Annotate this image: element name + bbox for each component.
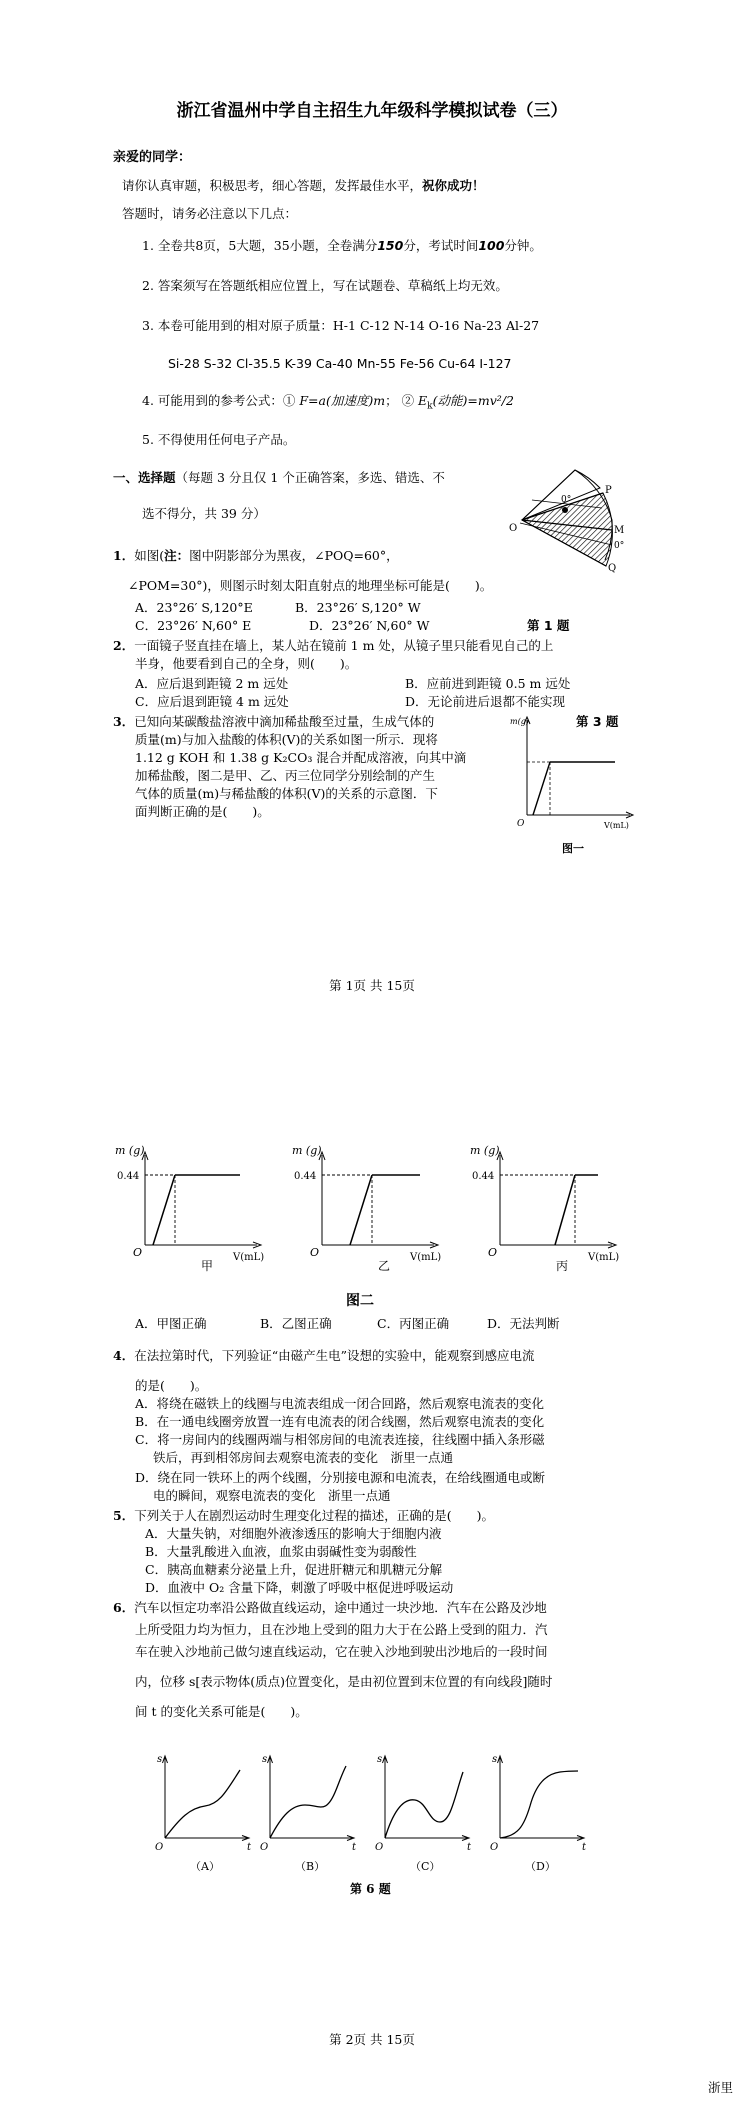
- q1-text-b: 图中阴影部分为黑夜，∠POQ=60°，: [189, 548, 399, 563]
- q6-a-curve: [165, 1770, 240, 1838]
- fig2-bing-y-tick: 0.44: [472, 1171, 495, 1182]
- section-1-title: 一、选择题: [113, 470, 176, 485]
- exam-time: 100: [478, 238, 505, 253]
- rule-4-a: 4. 可能用到的参考公式：①: [142, 393, 300, 408]
- page-1-footer: 第 1页 共 15页: [329, 978, 415, 993]
- fig2-yi-x-label: V(mL): [410, 1252, 442, 1263]
- q6-line-5: 间 t 的变化关系可能是( )。: [135, 1704, 308, 1719]
- fig2-yi-y-label: m (g): [292, 1144, 322, 1157]
- q6-graph-c: [375, 1754, 472, 1873]
- rule-4-b: ； ②: [385, 393, 419, 408]
- q1-text-a: 如图(: [134, 548, 165, 563]
- q4-option-c2: 铁后，再到相邻房间去观察电流表的变化 浙里一点通: [153, 1450, 454, 1465]
- fig2-bing-origin: O: [488, 1246, 498, 1259]
- q4-line-2: 的是( )。: [135, 1378, 208, 1393]
- q6-d-x-label: t: [582, 1842, 587, 1853]
- q6-line-4: 内，位移 s[表示物体(质点)位置变化，是由初位置到末位置的有向线段]随时: [135, 1674, 553, 1689]
- q3-option-a: A．甲图正确: [135, 1316, 207, 1331]
- rule-3b: Si-28 S-32 Cl-35.5 K-39 Ca-40 Mn-55 Fe-56 Cu-64 I-127: [168, 356, 512, 371]
- page-title: 浙江省温州中学自主招生九年级科学模拟试卷（三）: [176, 101, 568, 121]
- q6-graph-b: [260, 1754, 357, 1873]
- rule-5: 5. 不得使用任何电子产品。: [142, 432, 296, 447]
- q4-text-a: 在法拉第时代，下列验证“由磁产生电”设想的实验中，能观察到感应电流: [134, 1348, 535, 1363]
- q2-number: 2．: [113, 638, 135, 653]
- fig2-bing-y-label: m (g): [470, 1144, 500, 1157]
- q3-line-2: 质量(m)与加入盐酸的体积(V)的关系如图一所示．现将: [135, 732, 438, 747]
- q1-note-label: 注：: [164, 548, 190, 563]
- q3-text-1: 已知向某碳酸盐溶液中滴加稀盐酸至过量，生成气体的: [134, 714, 435, 729]
- q6-c-x-label: t: [467, 1842, 472, 1853]
- q3-fig1-origin: O: [517, 819, 525, 829]
- rule-1-a: 1. 全卷共8页，5大题，35小题，全卷满分: [142, 238, 378, 253]
- q6-a-origin: O: [155, 1842, 164, 1853]
- q1-option-c: C．23°26′ N,60° E: [135, 618, 252, 633]
- section-1-desc-b: 选不得分，共 39 分）: [142, 506, 266, 521]
- page-2-footer: 第 2页 共 15页: [329, 2032, 415, 2047]
- rule-1-c: 分钟。: [504, 238, 542, 253]
- q2-text-a: 一面镜子竖直挂在墙上，某人站在镜前 1 m 处，从镜子里只能看见自己的上: [134, 638, 554, 653]
- q1-line-2: ∠POM=30°)，则图示时刻太阳直射点的地理坐标可能是( )。: [128, 578, 493, 593]
- q3-fig1-y-label: m(g): [510, 717, 529, 726]
- q3-line-3: 1.12 g KOH 和 1.38 g K₂CO₃ 混合并配成溶液，向其中滴: [135, 750, 467, 765]
- intro-bold: 祝你成功！: [422, 178, 485, 193]
- q3-figure-title: 第 3 题: [576, 714, 619, 729]
- q2-option-c: C．应后退到距镜 4 m 远处: [135, 694, 289, 709]
- fig2-bing-name: 丙: [556, 1259, 569, 1273]
- corner-mark: 浙里: [708, 2080, 734, 2095]
- q2-option-d: D．无论前进后退都不能实现: [405, 694, 566, 709]
- fig2-bing-x-label: V(mL): [588, 1252, 620, 1263]
- q6-a-y-label: s: [157, 1754, 163, 1765]
- q3-number: 3．: [113, 714, 135, 729]
- q5-option-c: C．胰高血糖素分泌量上升，促进肝糖元和肌糖元分解: [145, 1562, 443, 1577]
- q5-text: 下列关于人在剧烈运动时生理变化过程的描述，正确的是( )。: [134, 1508, 494, 1523]
- q5-number: 5．: [113, 1508, 135, 1523]
- q6-b-origin: O: [260, 1842, 269, 1853]
- q4-number: 4．: [113, 1348, 135, 1363]
- fig2-jia-name: 甲: [201, 1259, 214, 1273]
- fig2-yi-name: 乙: [378, 1259, 391, 1273]
- q6-b-caption: （B）: [295, 1860, 326, 1873]
- q6-d-y-label: s: [492, 1754, 498, 1765]
- q2-option-b: B．应前进到距镜 0.5 m 远处: [405, 676, 571, 691]
- q1-label-m: M: [614, 525, 625, 536]
- q6-d-curve: [500, 1771, 578, 1838]
- fig2-jia-y-label: m (g): [115, 1144, 145, 1157]
- fig2-jia-origin: O: [133, 1246, 143, 1259]
- fig2-jia-x-label: V(mL): [233, 1252, 265, 1263]
- q2-option-a: A．应后退到距镜 2 m 远处: [135, 676, 289, 691]
- fig2-jia-y-tick: 0.44: [117, 1171, 140, 1182]
- q4-option-a: A．将绕在磁铁上的线圈与电流表组成一闭合回路，然后观察电流表的变化: [135, 1396, 545, 1411]
- rule-1-b: 分，考试时间: [403, 238, 479, 253]
- formula-energy-sub: k: [427, 401, 433, 412]
- q1-number: 1．: [113, 548, 135, 563]
- q1-label-p: P: [605, 485, 612, 496]
- fig2-caption: 图二: [346, 1293, 374, 1309]
- q6-graph-d: [490, 1754, 587, 1873]
- formula-energy-rest: (动能)=mv²/2: [432, 393, 514, 408]
- q4-option-c1: C．将一房间内的线圈两端与相邻房间的电流表连接，往线圈中插入条形磁: [135, 1432, 545, 1447]
- q6-figure-caption: 第 6 题: [350, 1882, 391, 1896]
- q1-label-o: O: [509, 523, 518, 534]
- q6-d-origin: O: [490, 1842, 499, 1853]
- q3-fig1-caption: 图一: [562, 842, 584, 855]
- q3-option-c: C．丙图正确: [377, 1316, 450, 1331]
- fig2-yi-origin: O: [310, 1246, 320, 1259]
- q3-option-d: D．无法判断: [487, 1316, 560, 1331]
- q6-a-x-label: t: [247, 1842, 252, 1853]
- q6-d-caption: （D）: [525, 1860, 556, 1873]
- notice-line: 答题时，请务必注意以下几点：: [122, 206, 298, 221]
- fig2-yi-y-tick: 0.44: [294, 1171, 317, 1182]
- q6-line-2: 上所受阻力均为恒力，且在沙地上受到的阻力大于在公路上受到的阻力．汽: [135, 1622, 548, 1637]
- q1-option-b: B．23°26′ S,120° W: [295, 600, 421, 615]
- q1-label-q: Q: [608, 563, 617, 574]
- q6-b-x-label: t: [352, 1842, 357, 1853]
- q6-number: 6．: [113, 1600, 135, 1615]
- q6-graph-a: [155, 1754, 252, 1873]
- q4-option-b: B．在一通电线圈旁放置一连有电流表的闭合线圈，然后观察电流表的变化: [135, 1414, 545, 1429]
- q3-line-6: 面判断正确的是( )。: [135, 804, 270, 819]
- formula-force: F=a(加速度)m: [299, 393, 386, 408]
- q2-line-2: 半身，他要看到自己的全身，则( )。: [135, 656, 358, 671]
- rule-2: 2. 答案须写在答题纸相应位置上，写在试题卷、草稿纸上均无效。: [142, 278, 508, 293]
- greeting: 亲爱的同学：: [113, 150, 192, 165]
- q3-line-4: 加稀盐酸，图二是甲、乙、丙三位同学分别绘制的产生: [135, 768, 436, 783]
- q6-c-caption: （C）: [410, 1860, 441, 1873]
- q6-line-3: 车在驶入沙地前己做匀速直线运动，它在驶入沙地到驶出沙地后的一段时间: [135, 1644, 548, 1659]
- q5-option-d: D．血液中 O₂ 含量下降，刺激了呼吸中枢促进呼吸运动: [145, 1580, 454, 1595]
- q6-text-a: 汽车以恒定功率沿公路做直线运动，途中通过一块沙地．汽车在公路及沙地: [134, 1600, 547, 1615]
- q1-option-a: A．23°26′ S,120°E: [135, 600, 253, 615]
- q1-option-d: D．23°26′ N,60° W: [309, 618, 430, 633]
- q1-label-zero-top: 0°: [561, 495, 572, 505]
- total-score: 150: [377, 238, 404, 253]
- q6-c-curve: [385, 1772, 463, 1838]
- q4-option-d1: D．绕在同一铁环上的两个线圈，分别接电源和电流表，在给线圈通电或断: [135, 1470, 546, 1485]
- q5-option-a: A．大量失钠，对细胞外液渗透压的影响大于细胞内液: [145, 1526, 442, 1541]
- q3-fig1-x-label: V(mL): [604, 821, 629, 830]
- q6-c-y-label: s: [377, 1754, 383, 1765]
- q6-b-curve: [270, 1766, 346, 1838]
- q4-option-d2: 电的瞬间，观察电流表的变化 浙里一点通: [153, 1488, 391, 1503]
- q6-c-origin: O: [375, 1842, 384, 1853]
- q6-a-caption: （A）: [190, 1860, 220, 1873]
- formula-energy: E: [418, 393, 428, 408]
- q3-line-5: 气体的质量(m)与稀盐酸的体积(V)的关系的示意图．下: [135, 786, 438, 801]
- q1-label-zero-right: 0°: [614, 541, 625, 551]
- intro-text: 请你认真审题，积极思考，细心答题，发挥最佳水平，: [122, 178, 423, 193]
- rule-3a: 3. 本卷可能用到的相对原子质量：H-1 C-12 N-14 O-16 Na-23 Al-27: [142, 318, 540, 333]
- q3-option-b: B．乙图正确: [260, 1316, 332, 1331]
- section-1-desc-a: （每题 3 分且仅 1 个正确答案，多选、错选、不: [175, 470, 445, 485]
- q1-figure-caption: 第 1 题: [527, 618, 570, 633]
- q6-b-y-label: s: [262, 1754, 268, 1765]
- q5-option-b: B．大量乳酸进入血液，血浆由弱碱性变为弱酸性: [145, 1544, 417, 1559]
